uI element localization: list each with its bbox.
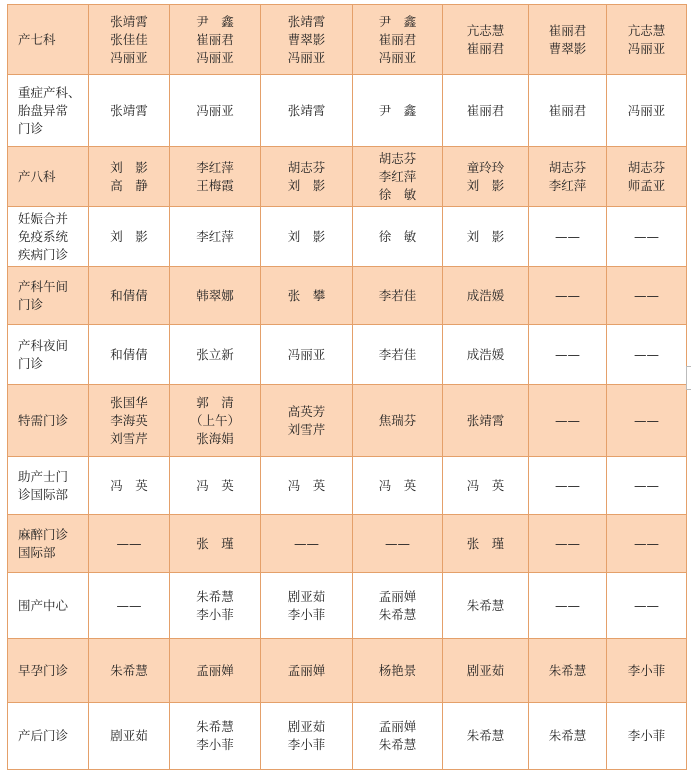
staff-cell	[261, 147, 353, 207]
department-cell	[8, 325, 89, 385]
staff-cell	[170, 385, 261, 457]
department-name-line: 疾病门诊	[18, 246, 69, 262]
staff-cell	[443, 267, 529, 325]
department-name-line: 早孕门诊	[18, 662, 69, 678]
staff-cell	[607, 207, 687, 267]
staff-name: ——	[555, 535, 580, 551]
staff-cell	[443, 573, 529, 639]
staff-cell	[170, 75, 261, 147]
staff-name: 剧亚茹	[110, 728, 148, 743]
staff-name: ——	[634, 597, 659, 613]
staff-name: 尹 鑫	[378, 13, 417, 29]
staff-cell	[261, 267, 353, 325]
staff-cell	[607, 267, 687, 325]
staff-cell	[170, 515, 261, 573]
table-row	[8, 639, 687, 703]
staff-cell	[261, 457, 353, 515]
staff-name: 韩翠娜	[196, 287, 234, 303]
staff-name: 朱希慧	[378, 606, 417, 622]
staff-cell	[443, 207, 529, 267]
staff-cell	[261, 385, 353, 457]
staff-name: 张 瑾	[466, 535, 505, 551]
staff-cell	[170, 5, 261, 75]
staff-name: 朱希慧	[466, 597, 505, 613]
department-name-line: 产七科	[18, 31, 56, 47]
staff-name: 亢志慧	[627, 22, 666, 38]
staff-name: 成浩媛	[466, 346, 505, 362]
staff-cell	[170, 325, 261, 385]
staff-cell	[607, 385, 687, 457]
staff-name: 李小菲	[196, 606, 234, 622]
department-name-line: 门诊	[18, 355, 44, 371]
table-row	[8, 147, 687, 207]
staff-cell	[170, 573, 261, 639]
department-name-line: 诊国际部	[18, 486, 69, 502]
staff-cell	[89, 75, 170, 147]
staff-name: 冯 英	[378, 477, 417, 493]
staff-cell	[443, 703, 529, 770]
staff-name: 崔丽君	[466, 102, 505, 118]
staff-cell	[529, 703, 607, 770]
staff-cell	[89, 515, 170, 573]
staff-cell	[607, 147, 687, 207]
staff-name: 冯丽亚	[378, 49, 417, 65]
staff-cell	[607, 457, 687, 515]
staff-name: 崔丽君	[196, 31, 234, 47]
staff-cell	[529, 573, 607, 639]
staff-name: 崔丽君	[378, 31, 417, 47]
scroll-marker	[686, 366, 691, 390]
staff-name: 张靖霄	[287, 102, 326, 118]
staff-name: 张佳佳	[110, 31, 148, 47]
staff-name: ——	[555, 477, 580, 493]
staff-cell	[443, 325, 529, 385]
staff-cell	[443, 385, 529, 457]
staff-cell	[353, 325, 443, 385]
staff-name: 张 攀	[287, 287, 326, 303]
department-name-line: 特需门诊	[18, 412, 69, 428]
staff-name: 冯 英	[110, 477, 148, 493]
staff-cell	[89, 457, 170, 515]
staff-cell	[607, 573, 687, 639]
department-cell	[8, 385, 89, 457]
staff-name: 冯丽亚	[196, 102, 234, 118]
staff-name: 刘 影	[110, 159, 148, 175]
staff-name: ——	[555, 597, 580, 613]
staff-cell	[170, 639, 261, 703]
staff-name: （上午）	[189, 412, 240, 428]
staff-name: 张靖霄	[110, 13, 148, 29]
staff-cell	[529, 385, 607, 457]
staff-name: 李小菲	[627, 662, 666, 678]
department-name-line: 产科夜间	[18, 337, 69, 353]
staff-name: 朱希慧	[548, 728, 587, 743]
staff-name: 李小菲	[287, 606, 326, 622]
staff-name: 崔丽君	[548, 22, 587, 38]
staff-cell	[170, 457, 261, 515]
staff-name: ——	[634, 412, 659, 428]
staff-name: 孟丽婵	[378, 719, 417, 734]
staff-cell	[261, 75, 353, 147]
staff-name: 刘 影	[466, 228, 505, 244]
staff-name: ——	[634, 535, 659, 551]
staff-name: ——	[555, 346, 580, 362]
staff-name: 高 静	[110, 177, 148, 193]
staff-cell	[89, 639, 170, 703]
staff-cell	[89, 267, 170, 325]
staff-name: 冯丽亚	[627, 40, 666, 56]
table-row	[8, 207, 687, 267]
staff-name: ——	[294, 535, 319, 551]
staff-cell	[353, 703, 443, 770]
staff-name: 尹 鑫	[378, 102, 417, 118]
staff-cell	[529, 639, 607, 703]
staff-cell	[353, 147, 443, 207]
staff-name: ——	[555, 228, 580, 244]
staff-cell	[353, 75, 443, 147]
staff-name: ——	[634, 477, 659, 493]
staff-name: 朱希慧	[196, 719, 234, 734]
staff-name: 冯丽亚	[287, 49, 326, 65]
department-name-line: 免疫系统	[18, 228, 69, 244]
staff-cell	[261, 639, 353, 703]
clinic-schedule-table	[7, 4, 687, 770]
staff-cell	[443, 75, 529, 147]
table-row	[8, 5, 687, 75]
staff-name: 朱希慧	[110, 662, 148, 678]
staff-name: 李红萍	[548, 177, 587, 193]
staff-name: 王梅霞	[196, 177, 234, 193]
staff-cell	[89, 207, 170, 267]
staff-cell	[607, 75, 687, 147]
staff-name: 和倩倩	[110, 287, 148, 303]
staff-name: 和倩倩	[110, 346, 148, 362]
staff-cell	[353, 515, 443, 573]
staff-name: 刘 影	[466, 177, 505, 193]
department-cell	[8, 267, 89, 325]
staff-cell	[529, 325, 607, 385]
staff-name: 胡志芬	[378, 150, 417, 166]
department-name-line: 助产士门	[18, 468, 69, 484]
staff-cell	[607, 639, 687, 703]
table-row	[8, 703, 687, 770]
department-cell	[8, 75, 89, 147]
staff-name: 徐 敏	[378, 228, 417, 244]
staff-name: ——	[634, 346, 659, 362]
staff-name: 孟丽婵	[196, 662, 234, 678]
staff-cell	[89, 385, 170, 457]
department-cell	[8, 573, 89, 639]
table-row	[8, 75, 687, 147]
staff-name: 剧亚茹	[466, 662, 505, 678]
staff-name: 冯丽亚	[196, 49, 234, 65]
staff-cell	[607, 703, 687, 770]
department-cell	[8, 457, 89, 515]
staff-name: 张 瑾	[196, 535, 234, 551]
staff-name: 李红萍	[196, 228, 234, 244]
department-name-line: 麻醉门诊	[18, 526, 69, 542]
staff-name: 冯 英	[196, 477, 234, 493]
staff-cell	[529, 267, 607, 325]
staff-cell	[89, 573, 170, 639]
staff-name: ——	[555, 412, 580, 428]
staff-cell	[170, 207, 261, 267]
staff-cell	[529, 457, 607, 515]
staff-name: 成浩媛	[466, 287, 505, 303]
staff-cell	[443, 5, 529, 75]
staff-name: 崔丽君	[548, 102, 587, 118]
staff-cell	[261, 703, 353, 770]
staff-name: 张靖霄	[287, 13, 326, 29]
department-name-line: 国际部	[18, 544, 56, 560]
staff-cell	[353, 385, 443, 457]
staff-cell	[443, 457, 529, 515]
department-name-line: 产科午间	[18, 278, 69, 294]
department-name-line: 重症产科、	[18, 84, 81, 100]
staff-name: 张靖霄	[110, 102, 148, 118]
staff-name: 张立新	[196, 346, 234, 362]
staff-name: 郭 清	[196, 394, 234, 410]
staff-cell	[170, 267, 261, 325]
staff-cell	[170, 147, 261, 207]
table-row	[8, 267, 687, 325]
staff-name: 刘雪芹	[287, 421, 326, 437]
staff-name: 李若佳	[378, 346, 417, 362]
staff-name: 朱希慧	[466, 728, 505, 743]
staff-cell	[261, 515, 353, 573]
department-name-line: 门诊	[18, 296, 44, 312]
staff-name: 李小菲	[287, 737, 326, 752]
staff-cell	[607, 5, 687, 75]
staff-name: 刘 影	[287, 228, 326, 244]
staff-name: 刘 影	[110, 228, 148, 244]
staff-name: 李小菲	[627, 728, 666, 743]
department-cell	[8, 515, 89, 573]
table-row	[8, 325, 687, 385]
staff-cell	[353, 5, 443, 75]
staff-name: 刘雪芹	[110, 430, 148, 446]
staff-name: 胡志芬	[627, 159, 666, 175]
staff-cell	[89, 5, 170, 75]
staff-cell	[443, 147, 529, 207]
staff-cell	[529, 75, 607, 147]
staff-name: 冯丽亚	[110, 49, 148, 65]
staff-cell	[261, 325, 353, 385]
staff-name: 孟丽婵	[378, 588, 417, 604]
staff-cell	[353, 267, 443, 325]
table-row	[8, 573, 687, 639]
staff-name: 师孟亚	[627, 177, 666, 193]
staff-name: 孟丽婵	[287, 662, 326, 678]
department-name-line: 围产中心	[18, 597, 69, 613]
staff-name: 朱希慧	[378, 737, 417, 752]
staff-name: 刘 影	[287, 177, 326, 193]
staff-cell	[529, 515, 607, 573]
staff-name: 杨艳景	[378, 662, 417, 678]
staff-name: ——	[634, 287, 659, 303]
department-cell	[8, 207, 89, 267]
staff-cell	[89, 147, 170, 207]
staff-name: ——	[385, 535, 410, 551]
staff-cell	[443, 639, 529, 703]
staff-name: 冯丽亚	[627, 102, 666, 118]
staff-name: 张靖霄	[466, 412, 505, 428]
staff-name: ——	[116, 597, 142, 613]
staff-name: 李红萍	[378, 168, 417, 184]
staff-name: 张国华	[110, 394, 148, 410]
staff-name: 曹翠影	[287, 31, 326, 47]
department-cell	[8, 5, 89, 75]
staff-name: 李海英	[110, 412, 148, 428]
staff-cell	[443, 515, 529, 573]
staff-cell	[89, 703, 170, 770]
staff-cell	[353, 639, 443, 703]
staff-name: 崔丽君	[466, 40, 505, 56]
staff-cell	[353, 207, 443, 267]
staff-cell	[607, 515, 687, 573]
department-name-line: 门诊	[18, 120, 44, 136]
staff-name: 剧亚茹	[287, 588, 326, 604]
staff-cell	[353, 573, 443, 639]
department-name-line: 产后门诊	[18, 728, 69, 743]
staff-cell	[353, 457, 443, 515]
department-cell	[8, 703, 89, 770]
table-row	[8, 385, 687, 457]
staff-name: 李红萍	[196, 159, 234, 175]
table-row	[8, 457, 687, 515]
staff-cell	[261, 207, 353, 267]
staff-name: 冯 英	[287, 477, 326, 493]
staff-cell	[529, 207, 607, 267]
staff-name: 张海娟	[196, 430, 234, 446]
department-cell	[8, 147, 89, 207]
staff-name: 胡志芬	[548, 159, 587, 175]
staff-name: 朱希慧	[548, 662, 587, 678]
staff-name: 冯丽亚	[287, 346, 326, 362]
staff-name: 李小菲	[196, 737, 234, 752]
staff-cell	[529, 5, 607, 75]
staff-name: 朱希慧	[196, 588, 234, 604]
department-cell	[8, 639, 89, 703]
staff-name: 剧亚茹	[287, 719, 326, 734]
staff-name: ——	[116, 535, 142, 551]
table-row	[8, 515, 687, 573]
staff-name: 徐 敏	[378, 186, 417, 202]
staff-name: 高英芳	[287, 403, 326, 419]
staff-name: ——	[634, 228, 659, 244]
staff-name: ——	[555, 287, 580, 303]
staff-name: 胡志芬	[287, 159, 326, 175]
staff-name: 亢志慧	[466, 22, 505, 38]
department-name-line: 妊娠合并	[18, 210, 69, 226]
staff-cell	[529, 147, 607, 207]
staff-name: 尹 鑫	[196, 13, 234, 29]
staff-cell	[607, 325, 687, 385]
staff-cell	[261, 573, 353, 639]
staff-cell	[89, 325, 170, 385]
staff-name: 曹翠影	[548, 40, 587, 56]
staff-name: 焦瑞芬	[378, 412, 417, 428]
table-body	[8, 5, 687, 770]
staff-cell	[170, 703, 261, 770]
staff-name: 童玲玲	[466, 159, 505, 175]
department-name-line: 胎盘异常	[18, 102, 69, 118]
department-name-line: 产八科	[18, 168, 56, 184]
staff-name: 冯 英	[466, 477, 505, 493]
staff-name: 李若佳	[378, 287, 417, 303]
staff-cell	[261, 5, 353, 75]
